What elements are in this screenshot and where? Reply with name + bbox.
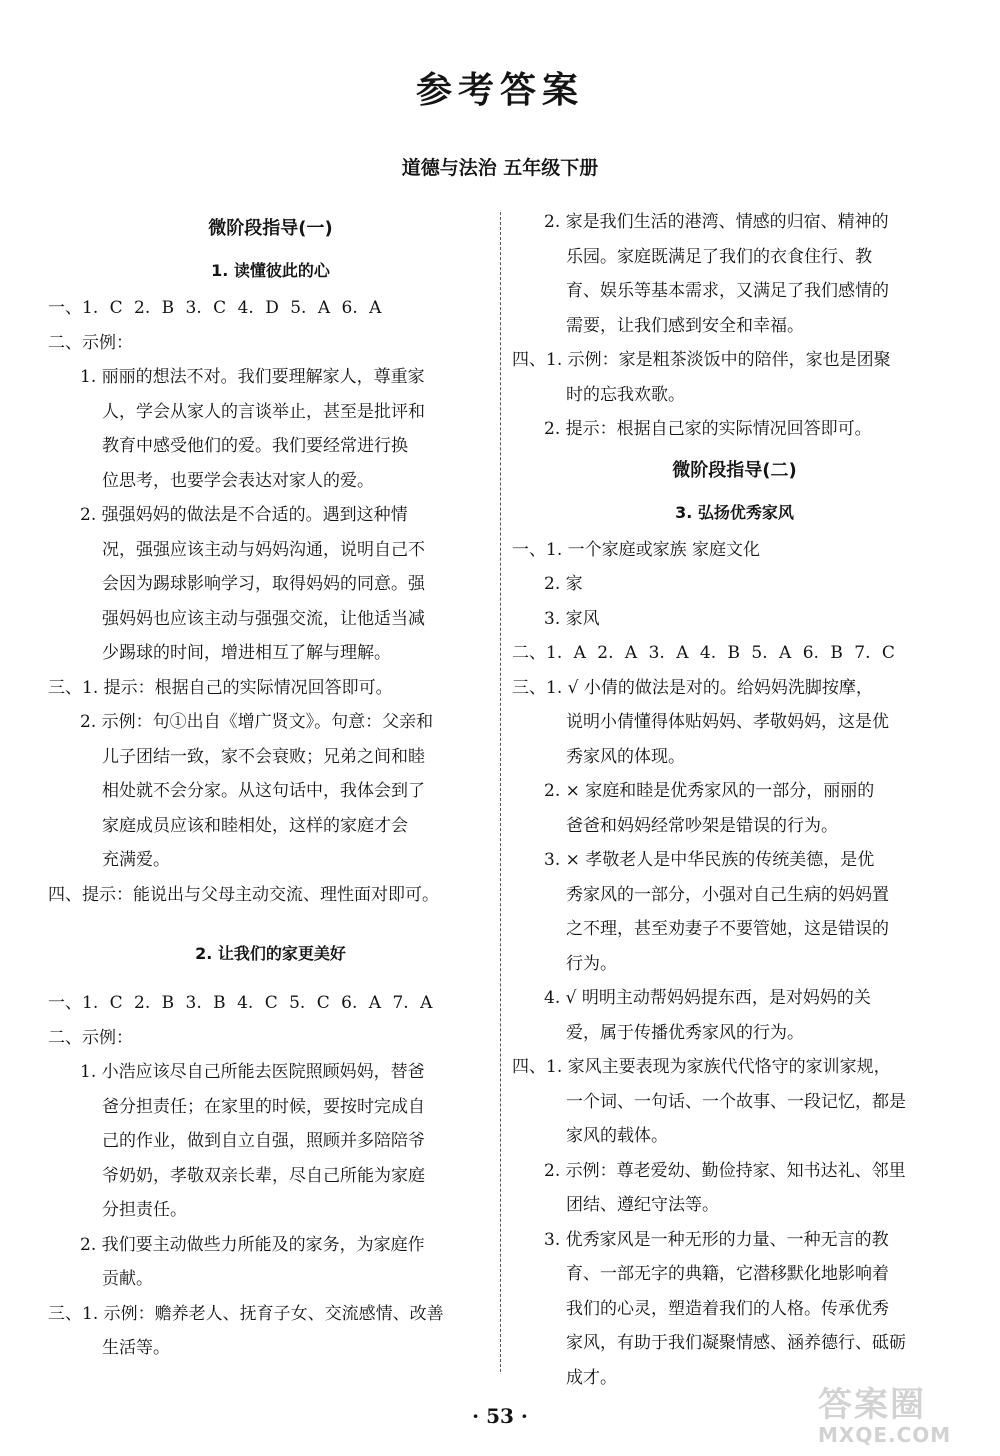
page-title: 参考答案 bbox=[415, 70, 584, 111]
answer-line: 之不理，甚至劝妻子不要管她，这是错误的 bbox=[566, 919, 889, 939]
answer-line: 三、1. √ 小倩的做法是对的。给妈妈洗脚按摩， bbox=[512, 677, 873, 698]
lesson-title: 1. 读懂彼此的心 bbox=[211, 261, 330, 280]
answer-line: 相处就不会分家。从这句话中，我体会到了 bbox=[102, 781, 425, 801]
subject-heading: 道德与法治 五年级下册 bbox=[401, 157, 599, 179]
answer-line: 2. × 家庭和睦是优秀家风的一部分，丽丽的 bbox=[544, 781, 875, 801]
answer-line: 团结、遵纪守法等。 bbox=[566, 1195, 719, 1215]
answer-line: 爸爸和妈妈经常吵架是错误的行为。 bbox=[566, 815, 838, 836]
answer-line: 秀家风的一部分，小强对自己生病的妈妈置 bbox=[566, 884, 889, 905]
answer-line: 成才。 bbox=[566, 1367, 617, 1388]
watermark-logo-text: 答案圈 bbox=[818, 1385, 926, 1425]
answer-line: 一、1. C 2. B 3. B 4. C 5. C 6. A 7. A bbox=[48, 993, 433, 1013]
watermark-domain: MXQE.COM bbox=[818, 1423, 952, 1447]
answer-line: 2. 我们要主动做些力所能及的家务，为家庭作 bbox=[80, 1234, 425, 1255]
answer-line: 家风的载体。 bbox=[566, 1126, 668, 1146]
answer-line: 位思考，也要学会表达对家人的爱。 bbox=[102, 470, 374, 491]
answer-line: 2. 提示：根据自己家的实际情况回答即可。 bbox=[544, 419, 872, 439]
answer-line: 行为。 bbox=[566, 953, 617, 974]
answer-line: 秀家风的体现。 bbox=[566, 746, 685, 767]
answer-line: 一、1. 一个家庭或家族 家庭文化 bbox=[512, 539, 761, 560]
answer-line: 教育中感受他们的爱。我们要经常进行换 bbox=[102, 436, 408, 456]
answer-line: 况，强强应该主动与妈妈沟通，说明自己不 bbox=[102, 539, 425, 560]
column-divider bbox=[500, 212, 502, 1372]
answer-line: 3. 家风 bbox=[544, 608, 600, 629]
section-title: 微阶段指导(一) bbox=[208, 218, 333, 239]
answer-line: 一个词、一句话、一个故事、一段记忆，都是 bbox=[566, 1091, 906, 1112]
answer-line: 生活等。 bbox=[102, 1338, 170, 1358]
answer-line: 二、示例： bbox=[48, 1027, 133, 1048]
answer-line: 2. 家是我们生活的港湾、情感的归宿、精神的 bbox=[544, 212, 889, 232]
answer-line: 说明小倩懂得体贴妈妈、孝敬妈妈，这是优 bbox=[566, 712, 889, 732]
answer-line: 会因为踢球影响学习，取得妈妈的同意。强 bbox=[102, 574, 425, 594]
answer-line: 1. 丽丽的想法不对。我们要理解家人，尊重家 bbox=[80, 367, 425, 387]
answer-line: 四、提示：能说出与父母主动交流、理性面对即可。 bbox=[48, 884, 439, 905]
answer-line: 1. 小浩应该尽自己所能去医院照顾妈妈，替爸 bbox=[80, 1062, 425, 1082]
lesson-title: 2. 让我们的家更美好 bbox=[195, 944, 346, 963]
answer-line: 四、1. 家风主要表现为家族代代恪守的家训家规， bbox=[512, 1057, 891, 1077]
answer-line: 2. 示例：句①出自《增广贤文》。句意：父亲和 bbox=[80, 712, 434, 732]
answer-line: 家风，有助于我们凝聚情感、涵养德行、砥砺 bbox=[566, 1333, 906, 1353]
answer-line: 3. × 孝敬老人是中华民族的传统美德，是优 bbox=[544, 850, 875, 870]
answer-line: 一、1. C 2. B 3. C 4. D 5. A 6. A bbox=[48, 298, 382, 318]
answer-line: 四、1. 示例：家是粗茶淡饭中的陪伴，家也是团聚 bbox=[512, 350, 891, 370]
answer-line: 需要，让我们感到安全和幸福。 bbox=[566, 315, 804, 336]
answer-line: 人，学会从家人的言谈举止，甚至是批评和 bbox=[102, 401, 425, 422]
left-column bbox=[48, 205, 493, 1366]
answer-line: 充满爱。 bbox=[102, 850, 170, 870]
answer-line: 三、1. 示例：赡养老人、抚育子女、交流感情、改善 bbox=[48, 1303, 444, 1324]
answer-line: 育、一部无字的典籍，它潜移默化地影响着 bbox=[566, 1264, 889, 1284]
answer-line: 儿子团结一致，家不会衰败；兄弟之间和睦 bbox=[102, 746, 425, 767]
answer-line: 爱，属于传播优秀家风的行为。 bbox=[566, 1022, 804, 1043]
answer-line: 己的作业，做到自立自强，照顾并多陪陪爷 bbox=[102, 1131, 425, 1151]
answer-line: 爸分担责任；在家里的时候，要按时完成自 bbox=[102, 1096, 425, 1117]
answer-line: 时的忘我欢歌。 bbox=[566, 384, 685, 405]
answer-line: 育、娱乐等基本需求，又满足了我们感情的 bbox=[566, 281, 889, 301]
answer-line: 二、1. A 2. A 3. A 4. B 5. A 6. B 7. C bbox=[512, 643, 895, 663]
lesson-title: 3. 弘扬优秀家风 bbox=[675, 502, 794, 522]
answer-line: 二、示例： bbox=[48, 332, 133, 353]
answer-line: 少踢球的时间，增进相互了解与理解。 bbox=[102, 643, 391, 663]
section-title: 微阶段指导(二) bbox=[672, 459, 797, 481]
right-column bbox=[512, 205, 957, 1395]
answer-line: 2. 家 bbox=[544, 574, 583, 594]
answer-line: 三、1. 提示：根据自己的实际情况回答即可。 bbox=[48, 677, 393, 698]
answer-line: 家庭成员应该和睦相处，这样的家庭才会 bbox=[102, 815, 408, 836]
page-number: · 53 · bbox=[472, 1404, 528, 1428]
answer-line: 乐园。家庭既满足了我们的衣食住行、教 bbox=[566, 246, 872, 267]
answer-line: 我们的心灵，塑造着我们的人格。传承优秀 bbox=[566, 1298, 889, 1319]
answer-line: 爷奶奶，孝敬双亲长辈，尽自己所能为家庭 bbox=[102, 1165, 425, 1186]
answer-line: 2. 强强妈妈的做法是不合适的。遇到这种情 bbox=[80, 505, 408, 525]
answer-line: 分担责任。 bbox=[102, 1200, 187, 1220]
answer-line: 2. 示例：尊老爱幼、勤俭持家、知书达礼、邻里 bbox=[544, 1160, 906, 1181]
answer-line: 强妈妈也应该主动与强强交流，让他适当减 bbox=[102, 608, 425, 629]
answer-line: 贡献。 bbox=[102, 1269, 153, 1289]
watermark-logo bbox=[818, 1386, 988, 1448]
answer-line: 4. √ 明明主动帮妈妈提东西，是对妈妈的关 bbox=[544, 988, 871, 1008]
answer-line: 3. 优秀家风是一种无形的力量、一种无言的教 bbox=[544, 1229, 889, 1250]
